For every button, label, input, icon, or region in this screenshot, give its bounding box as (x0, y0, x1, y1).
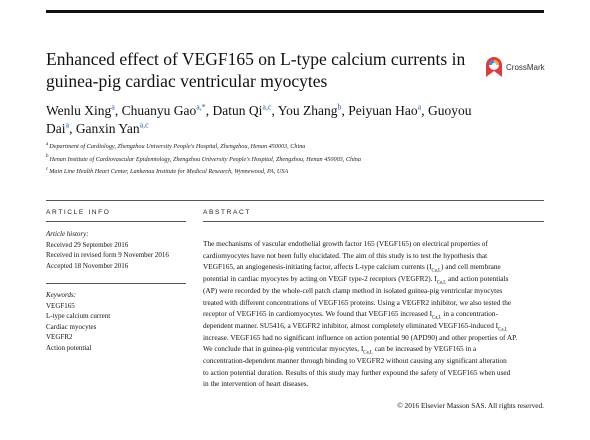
keyword-list (46, 301, 186, 354)
author-affiliation-mark[interactable]: b (337, 102, 342, 112)
author-name: You Zhang (277, 103, 338, 118)
author[interactable] (348, 103, 421, 118)
author-affiliation-mark[interactable]: a,* (196, 102, 206, 112)
crossmark-label: CrossMark (506, 62, 545, 72)
author-name: Datun Qi (212, 103, 263, 118)
abstract-text (203, 238, 544, 390)
abstract-segment: potential in cardiac myocytes by acting on VEGF type-2 receptors (VEGFR2). I (203, 274, 437, 284)
keyword-item: L-type calcium current (46, 312, 111, 320)
affiliation-mark: a (46, 141, 49, 147)
affiliation (46, 166, 546, 179)
history-heading: Article history: (46, 230, 89, 238)
author-name: Wenlu Xing (46, 103, 112, 118)
current-subscript: Ca,L (498, 327, 508, 333)
author-affiliation-mark[interactable]: a (417, 102, 422, 112)
abstract-line (203, 378, 544, 390)
abstract-segment: (AP) were recorded by the whole-cell patch clamp method in isolated guinea-pig ventricular myocytes (203, 285, 503, 295)
current-subscript: Ca,L (363, 350, 373, 356)
keyword-item: Action potential (46, 343, 92, 352)
keywords-rule (46, 283, 186, 284)
abstract-line (203, 273, 544, 285)
abstract-segment: We conclude that in guinea-pig ventricular myocytes, I (203, 344, 364, 354)
abstract-segment: can be increased by VEGF165 in a (372, 344, 477, 354)
affiliation-text: Main Line Health Heart Center, Lankenau Institute for Medical Research, Wynnewood, PA, USA (49, 168, 289, 175)
history-item: Received in revised form 9 November 2016 (46, 251, 169, 259)
abstract-rule (203, 221, 544, 222)
keyword-item: VEGFR2 (46, 333, 73, 341)
header-rule (46, 10, 544, 13)
abstract-line (203, 250, 544, 262)
affiliation-list (46, 141, 546, 179)
abstract-segment: receptor of VEGF165 in cardiomyocytes. We found that VEGF165 increased I (203, 309, 433, 319)
author-affiliation-mark[interactable]: a (111, 102, 115, 112)
author-name: Peiyuan Hao (348, 103, 418, 118)
affiliation-text: Department of Cardiology, Zhengzhou University People's Hospital, Zhengzhou, Henan 450003, China (49, 143, 306, 150)
affiliation (46, 141, 546, 154)
author[interactable] (46, 103, 115, 118)
abstract-line (203, 355, 544, 367)
abstract-segment: and action potentials (446, 274, 509, 284)
abstract-line (203, 297, 544, 309)
keywords-heading: Keywords: (46, 291, 77, 299)
keyword-item: VEGF165 (46, 301, 75, 310)
abstract-line (203, 332, 544, 344)
abstract-segment: dependent manner. SU5416, a VEGFR2 inhibitor, almost completely eliminated VEGF165-induced I (203, 320, 499, 330)
crossmark-link[interactable] (485, 56, 545, 78)
current-subscript: Ca,L (436, 280, 447, 286)
author-affiliation-mark[interactable]: a,c (139, 120, 149, 130)
affiliation (46, 154, 546, 167)
affiliation-mark: b (46, 154, 49, 160)
current-subscript: Ca,L (432, 315, 442, 321)
abstract-segment: concentration-dependent manner through binding to VEGFR2 without causing any significant alteration (203, 356, 507, 366)
crossmark-icon (485, 56, 503, 78)
article-title: Enhanced effect of VEGF165 on L-type calcium currents in guinea-pig cardiac ventricular myocytes (46, 49, 466, 91)
section-rule (46, 200, 544, 201)
history-item: Accepted 18 November 2016 (46, 261, 129, 270)
abstract-line (203, 261, 544, 273)
abstract-line (203, 285, 544, 297)
abstract-segment: increase. VEGF165 had no significant influence on action potential 90 (APD90) and other properties of AP. (203, 332, 518, 342)
affiliation-mark: c (46, 166, 49, 172)
author-name: Ganxin Yan (75, 121, 140, 136)
abstract-segment: VEGF165, an angiogenesis-initiating factor, affects L-type calcium currents (I (203, 262, 432, 272)
abstract-segment: in the intervention of heart diseases. (203, 379, 309, 389)
abstract-line (203, 238, 544, 250)
author[interactable] (122, 103, 206, 118)
author-name: Chuanyu Gao (121, 103, 197, 118)
abstract-segment: treated with different concentrations of VEGF165 proteins. Using a VEGFR2 inhibitor, we also tested the (203, 297, 512, 307)
abstract-segment: in a concentration- (441, 309, 499, 319)
abstract-segment: The mechanisms of vascular endothelial growth factor 165 (VEGF165) on electrical properties of (203, 239, 488, 248)
keyword-item: Cardiac myocytes (46, 322, 97, 331)
author-affiliation-mark[interactable]: a (65, 120, 70, 130)
abstract-heading: ABSTRACT (203, 209, 251, 216)
author-name: Guoyou Dai (46, 103, 472, 136)
article-info-rule (46, 221, 186, 222)
current-subscript: Ca,L (431, 268, 442, 274)
abstract-line (203, 308, 544, 320)
article-history (46, 229, 186, 271)
abstract-line (203, 367, 544, 379)
history-item: Received 29 September 2016 (46, 240, 129, 249)
abstract-segment: to action potential duration. Results of this study may further expound the safety of VEGF165 when used (203, 367, 511, 377)
author-affiliation-mark[interactable]: a,c (262, 102, 272, 112)
article-info-heading: ARTICLE INFO (46, 209, 111, 216)
keywords-block (46, 290, 186, 353)
author-list: Wenlu Xing$^a$, Chuanyu Gao$^{a,*}$, Datun Qi$^{a,c}$, You Zhang$^b$, Peiyuan Hao$^a$, Guoyou Dai$^a$, Ganxin Yan$^{a,c}$ (46, 102, 472, 136)
copyright-notice: © 2016 Elsevier Masson SAS. All rights reserved. (397, 401, 544, 410)
abstract-line (203, 320, 544, 332)
author[interactable] (278, 103, 342, 118)
history-list (46, 240, 186, 272)
affiliation-text: Henan Institute of Cardiovascular Epidemiology, Zhengzhou University People's Hospital, Zhengzhou, Henan 450003, China (49, 155, 361, 163)
abstract-line (203, 343, 544, 355)
abstract-segment: ) and cell membrane (441, 262, 501, 272)
abstract-segment: cardiomyocytes have not been fully elucidated. The aim of this study is to test the hypothesis that (203, 250, 488, 260)
author[interactable] (213, 103, 272, 118)
author[interactable] (76, 121, 149, 136)
